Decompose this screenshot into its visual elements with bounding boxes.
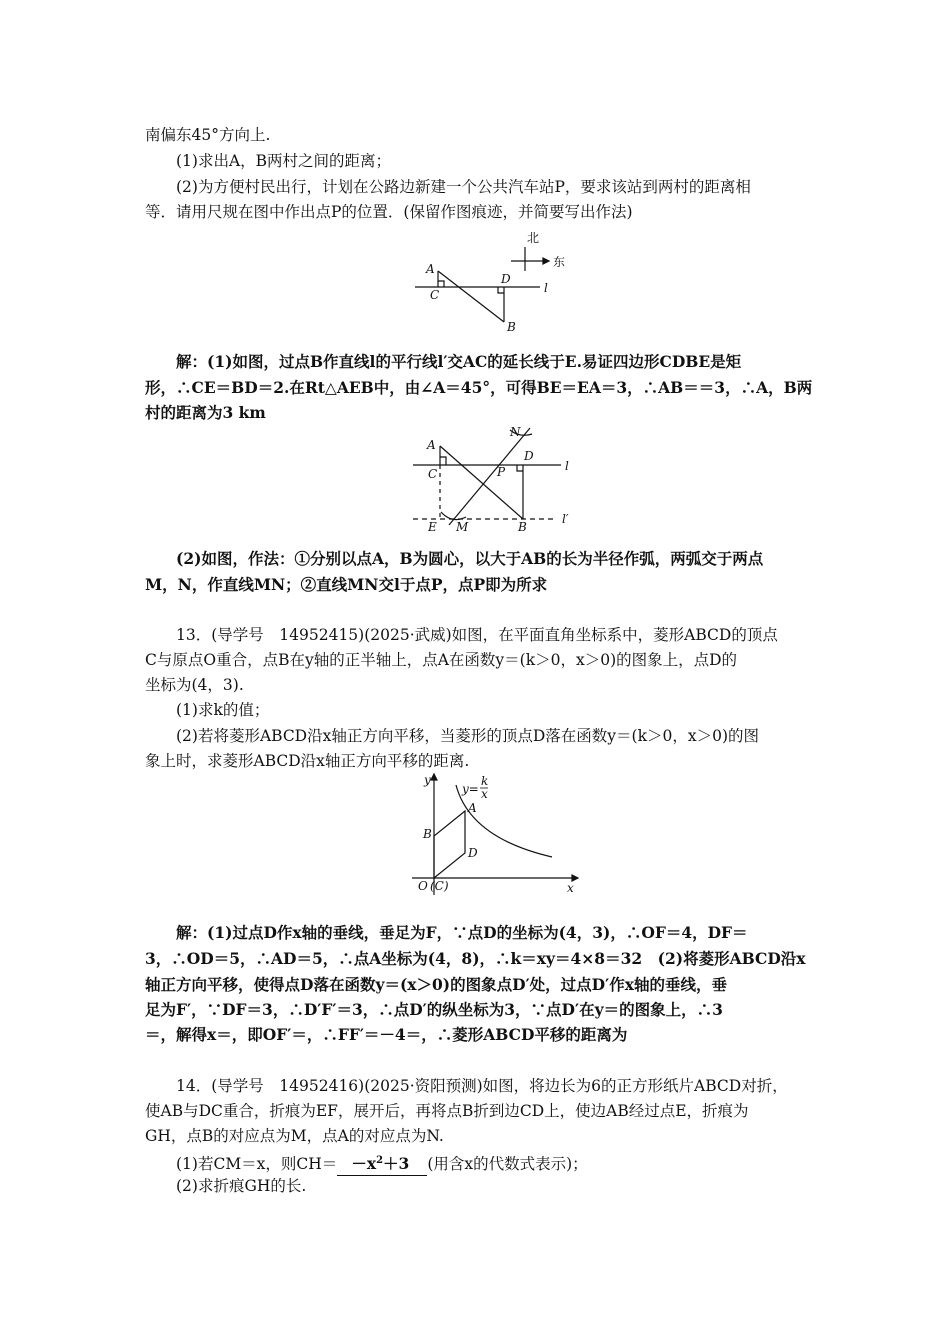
label-east: 东: [553, 255, 566, 269]
label-x: x: [567, 881, 574, 895]
label-D: D: [501, 272, 511, 286]
label-A: A: [426, 262, 435, 276]
answer-part: ＋3: [383, 1154, 410, 1174]
label-y: y: [424, 773, 431, 787]
solution-line: (2)如图，作法：①分别以点A，B为圆心，以大于AB的长为半径作弧，两弧交于两点: [176, 549, 764, 568]
text-line: 南偏东45°方向上.: [145, 126, 271, 144]
problem-13-line: 13．(导学号 14952415)(2025·武威)如图，在平面直角坐标系中，菱形ABCD的顶点: [176, 626, 778, 644]
question-1: (1)求k的值；: [176, 701, 270, 719]
label-E: E: [428, 520, 437, 534]
label-C: C: [430, 288, 440, 302]
question-2: (2)为方便村民出行，计划在公路边新建一个公共汽车站P，要求该站到两村的距离相: [176, 178, 751, 196]
label-D: D: [524, 449, 534, 463]
solution-line: 3，∴OD＝5，∴AD＝5，∴点A坐标为(4，8)，∴k＝xy＝4×8＝32 (2)将菱形ABCD沿x: [145, 949, 806, 968]
arrow-up-icon: [431, 774, 437, 780]
answer-blank: [337, 1150, 427, 1176]
question-2-cont: 象上时，求菱形ABCD沿x轴正方向平移的距离.: [145, 752, 470, 770]
label-A: A: [427, 438, 436, 452]
label-north: 北: [527, 231, 540, 245]
label-l: l: [565, 459, 569, 473]
problem-14-line: GH，点B的对应点为M，点A的对应点为N.: [145, 1127, 444, 1145]
label-P: P: [497, 465, 506, 479]
question-text: (用含x的代数式表示)；: [427, 1155, 588, 1174]
solution-line: 足为F′，∵DF＝3，∴D′F′＝3，∴点D′的纵坐标为3，∵点D′在y＝的图象上，∴3: [145, 1000, 723, 1019]
label-D: D: [468, 846, 478, 860]
question-2-cont: 等．请用尺规在图中作出点P的位置．(保留作图痕迹，并简要写出作法): [145, 203, 633, 221]
solution-line: 轴正方向平移，使得点D落在函数y＝(x＞0)的图象点D′处，过点D′作x轴的垂线，垂: [145, 975, 727, 994]
label-x-denominator: x: [481, 787, 488, 801]
solution-line: M，N，作直线MN；②直线MN交l于点P，点P即为所求: [145, 575, 548, 594]
problem-13-line: 坐标为(4，3).: [145, 676, 244, 694]
question-1: [176, 1150, 588, 1176]
label-l: l: [544, 281, 548, 295]
label-N: N: [510, 425, 521, 439]
solution-line: 形，∴CE＝BD＝2.在Rt△AEB中，由∠A＝45°，可得BE＝EA＝3，∴AB＝＝3，∴A，B两: [145, 378, 813, 397]
problem-13-line: C与原点O重合，点B在y轴的正半轴上，点A在函数y＝(k＞0，x＞0)的图象上，点D的: [145, 651, 738, 669]
solution-line: 解：(1)如图，过点B作直线l的平行线l′交AC的延长线于E.易证四边形CDBE是矩: [176, 352, 742, 371]
answer-exponent: 2: [376, 1155, 384, 1166]
question-2: (2)求折痕GH的长.: [176, 1177, 307, 1195]
question-2: (2)若将菱形ABCD沿x轴正方向平移，当菱形的顶点D落在函数y＝(k＞0，x＞0)的图: [176, 727, 759, 745]
solution-line: 村的距离为3 km: [145, 403, 266, 422]
label-O: O: [418, 879, 428, 893]
label-B: B: [518, 520, 527, 534]
problem-14-line: 14．(导学号 14952416)(2025·资阳预测)如图，将边长为6的正方形纸片ABCD对折，: [176, 1077, 788, 1095]
label-M: M: [456, 520, 469, 534]
solution-line: ＝，解得x＝，即OF′＝，∴FF′＝－4＝，∴菱形ABCD平移的距离为: [145, 1025, 628, 1044]
problem-14-line: 使AB与DC重合，折痕为EF，展开后，再将点B折到边CD上，使边AB经过点E，折痕为: [145, 1102, 749, 1120]
answer-part: －x: [351, 1154, 377, 1174]
label-B: B: [423, 827, 432, 841]
label-function: y=: [462, 782, 479, 796]
label-A: A: [468, 801, 477, 815]
label-C: C: [428, 467, 438, 481]
label-l-prime: l′: [562, 512, 569, 526]
label-k: k: [481, 774, 489, 788]
question-1: (1)求出A，B两村之间的距离；: [176, 152, 392, 170]
rhombus-ABCD: [434, 811, 465, 878]
solution-line: 解：(1)过点D作x轴的垂线，垂足为F，∵点D的坐标为(4，3)，∴OF＝4，DF＝: [176, 923, 748, 942]
question-text: (1)若CM＝x，则CH＝: [176, 1155, 338, 1174]
label-B: B: [507, 320, 516, 334]
label-C: (C): [430, 879, 449, 893]
